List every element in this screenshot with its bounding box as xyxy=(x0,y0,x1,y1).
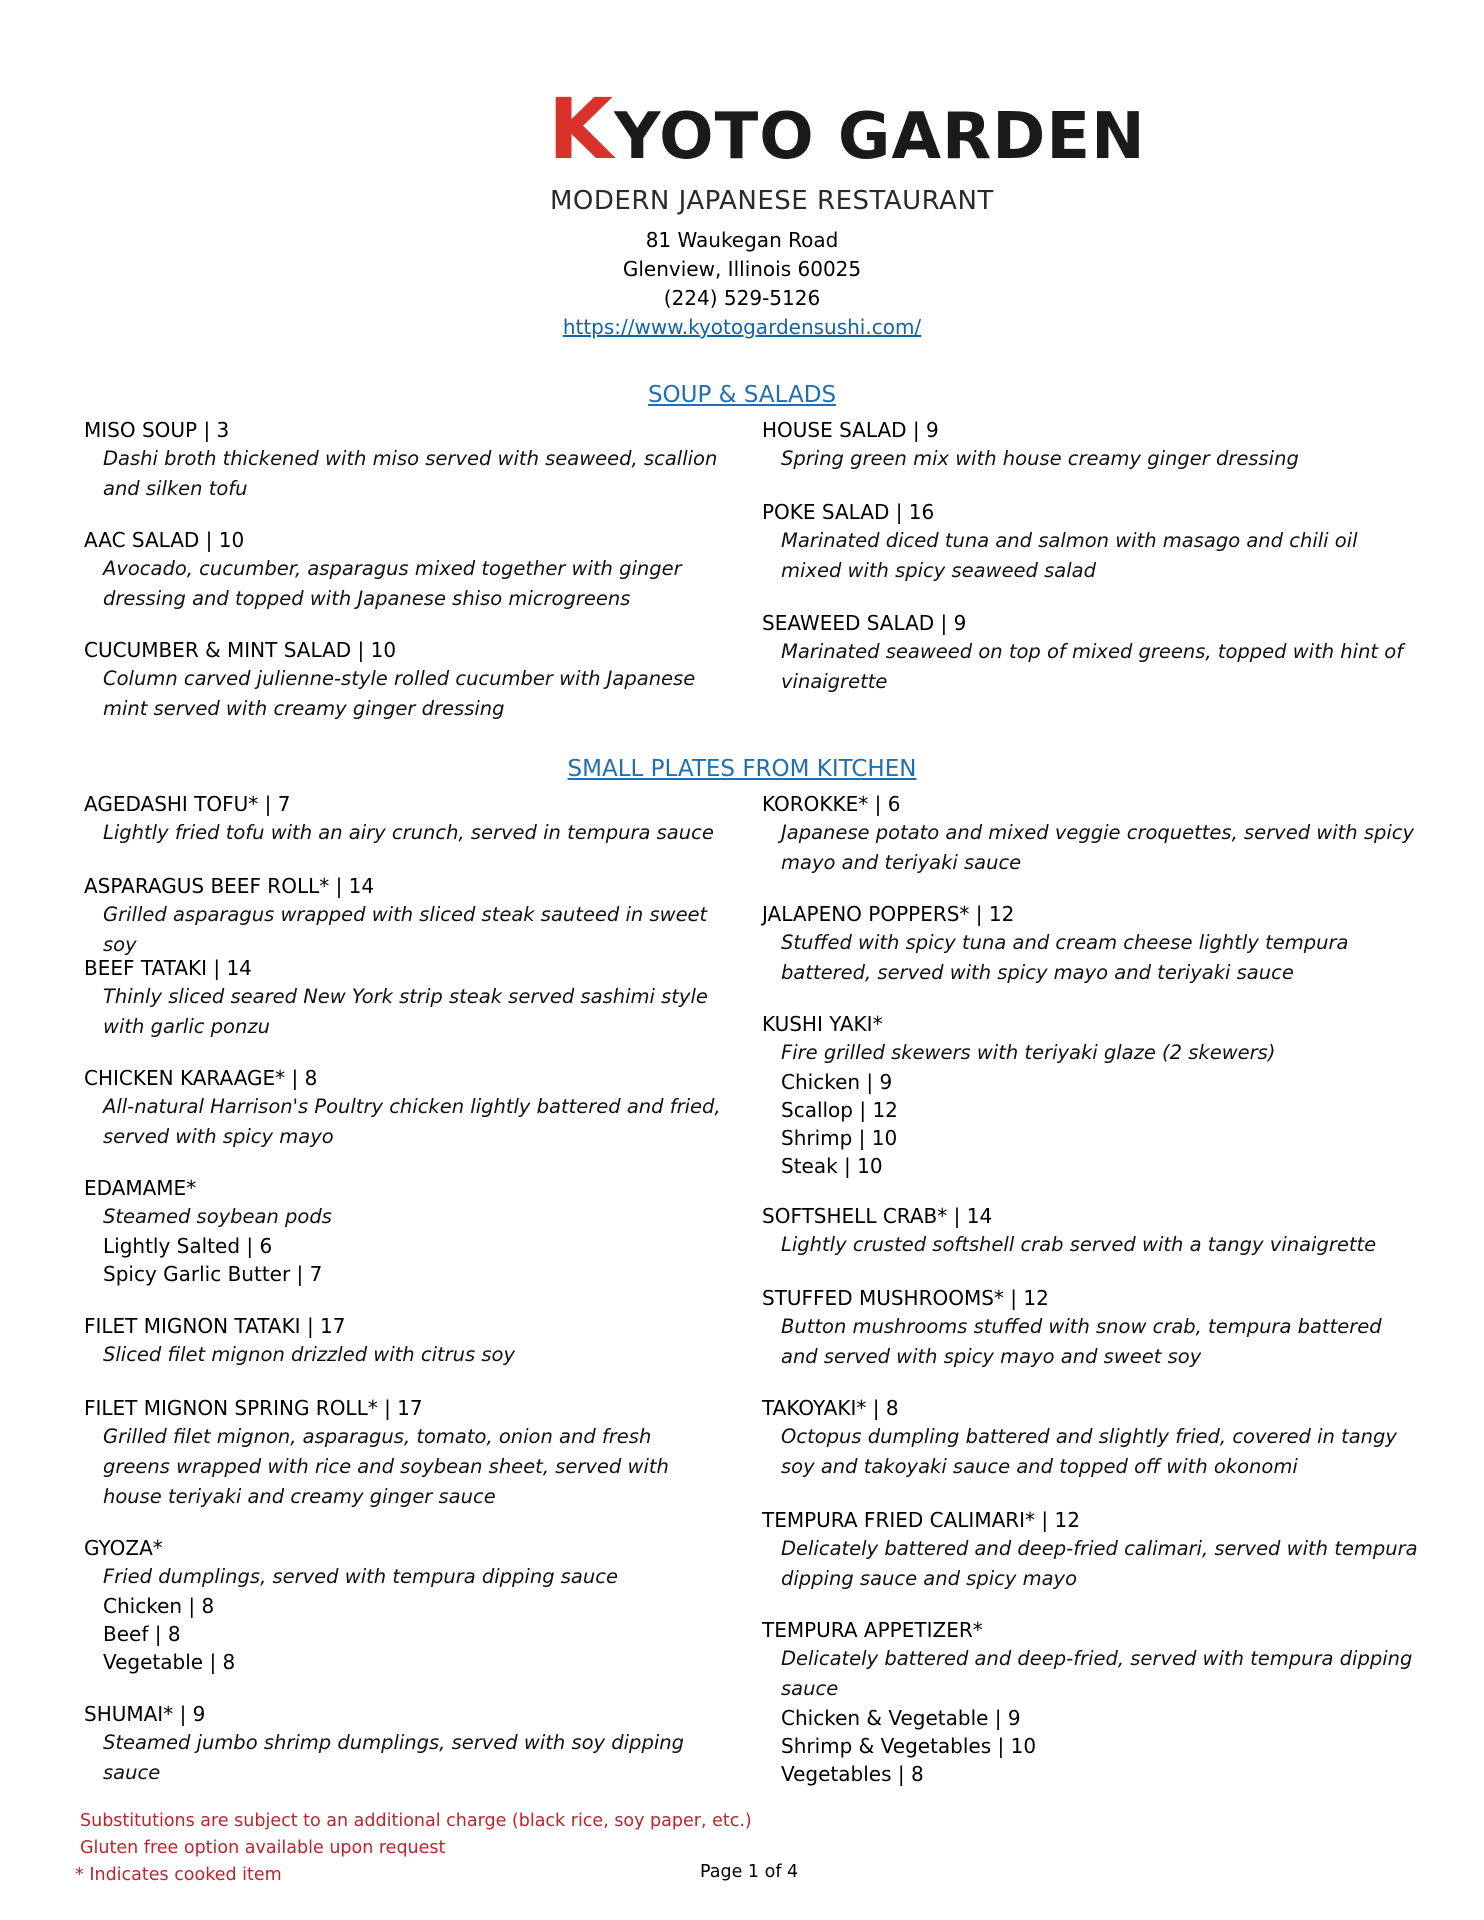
address-city: Glenview, Illinois 60025 xyxy=(622,257,862,281)
page-number: Page 1 of 4 xyxy=(700,1862,799,1882)
item-name: TEMPURA FRIED CALIMARI* | 12 xyxy=(762,1508,1080,1532)
item-description: Delicately battered and deep-fried, served with tempura dipping sauce xyxy=(781,1647,1413,1700)
logo-letter-k: K xyxy=(548,80,615,178)
item-description: Fire grilled skewers with teriyaki glaze (2 skewers) xyxy=(781,1041,1276,1064)
menu-item xyxy=(762,1202,1422,1260)
item-description: Thinly sliced seared New York strip steak served sashimi style with garlic ponzu xyxy=(103,985,708,1038)
item-name: AAC SALAD | 10 xyxy=(84,528,245,552)
item-name: EDAMAME* xyxy=(84,1176,197,1200)
item-name: FILET MIGNON SPRING ROLL* | 17 xyxy=(84,1396,423,1420)
website-link[interactable]: https://www.kyotogardensushi.com/ xyxy=(562,315,922,339)
menu-item xyxy=(84,416,724,504)
menu-item xyxy=(84,1174,724,1288)
item-option: Vegetable | 8 xyxy=(103,1650,236,1674)
item-description: Steamed soybean pods xyxy=(103,1205,332,1228)
item-option: Scallop | 12 xyxy=(781,1098,898,1122)
item-description: Stuffed with spicy tuna and cream cheese lightly tempura battered, served with spicy mayo and teriyaki sauce xyxy=(781,931,1349,984)
item-description: Dashi broth thickened with miso served with seaweed, scallion and silken tofu xyxy=(103,447,718,500)
item-description: Marinated diced tuna and salmon with masago and chili oil mixed with spicy seaweed salad xyxy=(781,529,1358,582)
item-name: CUCUMBER & MINT SALAD | 10 xyxy=(84,638,397,662)
menu-item xyxy=(762,1010,1422,1180)
item-name: POKE SALAD | 16 xyxy=(762,500,935,524)
menu-item xyxy=(84,1312,724,1370)
item-name: CHICKEN KARAAGE* | 8 xyxy=(84,1066,318,1090)
item-description: Marinated seaweed on top of mixed greens, topped with hint of vinaigrette xyxy=(781,640,1404,693)
item-name: TAKOYAKI* | 8 xyxy=(762,1396,899,1420)
item-description: Lightly crusted softshell crab served with a tangy vinaigrette xyxy=(781,1233,1377,1256)
item-description: Grilled filet mignon, asparagus, tomato, onion and fresh greens wrapped with rice and soybean sheet, served with house teriyaki and creamy ginger sauce xyxy=(103,1425,669,1508)
menu-item xyxy=(762,790,1422,878)
substitutions-note: Substitutions are subject to an additional charge (black rice, soy paper, etc.) xyxy=(80,1811,752,1831)
menu-item xyxy=(762,609,1422,697)
item-description: Button mushrooms stuffed with snow crab, tempura battered and served with spicy mayo and sweet soy xyxy=(781,1315,1382,1368)
item-description: Avocado, cucumber, asparagus mixed together with ginger dressing and topped with Japanese shiso microgreens xyxy=(103,557,682,610)
item-description: Japanese potato and mixed veggie croquettes, served with spicy mayo and teriyaki sauce xyxy=(781,821,1415,874)
item-name: STUFFED MUSHROOMS* | 12 xyxy=(762,1286,1049,1310)
item-name: JALAPENO POPPERS* | 12 xyxy=(762,902,1015,926)
item-option: Shrimp | 10 xyxy=(781,1126,898,1150)
item-name: TEMPURA APPETIZER* xyxy=(762,1618,983,1642)
item-name: KOROKKE* | 6 xyxy=(762,792,901,816)
menu-item xyxy=(84,636,724,724)
item-name: MISO SOUP | 3 xyxy=(84,418,230,442)
menu-item xyxy=(762,1394,1422,1482)
item-name: BEEF TATAKI | 14 xyxy=(84,956,252,980)
menu-item xyxy=(762,416,1422,474)
address-phone: (224) 529-5126 xyxy=(663,286,821,310)
item-option: Spicy Garlic Butter | 7 xyxy=(103,1262,323,1286)
menu-item xyxy=(84,954,724,1042)
menu-item xyxy=(762,1616,1422,1788)
cooked-item-note: * Indicates cooked item xyxy=(75,1865,282,1885)
logo-word-kyoto: YOTO xyxy=(614,100,815,174)
item-description: Lightly fried tofu with an airy crunch, served in tempura sauce xyxy=(103,821,714,844)
menu-item xyxy=(762,1284,1422,1372)
menu-item xyxy=(84,1700,724,1788)
item-description: Grilled asparagus wrapped with sliced steak sauteed in sweet soy xyxy=(103,903,708,956)
item-option: Chicken & Vegetable | 9 xyxy=(781,1706,1021,1730)
item-description: All-natural Harrison's Poultry chicken lightly battered and fried, served with spicy mayo xyxy=(103,1095,721,1148)
restaurant-logo xyxy=(548,80,1146,219)
item-name: SEAWEED SALAD | 9 xyxy=(762,611,967,635)
item-name: HOUSE SALAD | 9 xyxy=(762,418,939,442)
item-option: Lightly Salted | 6 xyxy=(103,1234,273,1258)
menu-item xyxy=(84,1064,724,1152)
item-name: SOFTSHELL CRAB* | 14 xyxy=(762,1204,993,1228)
item-option: Vegetables | 8 xyxy=(781,1762,924,1786)
item-name: KUSHI YAKI* xyxy=(762,1012,883,1036)
logo-wordmark xyxy=(548,80,1146,182)
item-option: Beef | 8 xyxy=(103,1622,181,1646)
item-name: AGEDASHI TOFU* | 7 xyxy=(84,792,291,816)
menu-item xyxy=(84,1394,724,1512)
menu-item xyxy=(84,1534,724,1676)
item-option: Shrimp & Vegetables | 10 xyxy=(781,1734,1037,1758)
item-name: ASPARAGUS BEEF ROLL* | 14 xyxy=(84,874,375,898)
menu-item xyxy=(84,526,724,614)
item-description: Spring green mix with house creamy ginger dressing xyxy=(781,447,1299,470)
menu-item xyxy=(762,498,1422,586)
item-name: FILET MIGNON TATAKI | 17 xyxy=(84,1314,346,1338)
item-option: Chicken | 9 xyxy=(781,1070,893,1094)
section-title-small-plates: SMALL PLATES FROM KITCHEN xyxy=(567,756,917,782)
item-name: SHUMAI* | 9 xyxy=(84,1702,206,1726)
item-description: Column carved julienne-style rolled cucumber with Japanese mint served with creamy ginger dressing xyxy=(103,667,696,720)
item-description: Fried dumplings, served with tempura dipping sauce xyxy=(103,1565,618,1588)
item-description: Sliced filet mignon drizzled with citrus soy xyxy=(103,1343,515,1366)
menu-item xyxy=(762,1506,1422,1594)
gluten-free-note: Gluten free option available upon request xyxy=(80,1838,446,1858)
section-title-soup-salads: SOUP & SALADS xyxy=(647,382,837,408)
logo-word-garden: GARDEN xyxy=(837,100,1146,174)
address-street: 81 Waukegan Road xyxy=(645,228,839,252)
logo-tagline: MODERN JAPANESE RESTAURANT xyxy=(550,186,994,216)
menu-item xyxy=(762,900,1422,988)
item-description: Steamed jumbo shrimp dumplings, served with soy dipping sauce xyxy=(103,1731,684,1784)
menu-item xyxy=(84,790,724,848)
item-description: Octopus dumpling battered and slightly fried, covered in tangy soy and takoyaki sauce and topped off with okonomi xyxy=(781,1425,1397,1478)
item-option: Steak | 10 xyxy=(781,1154,883,1178)
item-name: GYOZA* xyxy=(84,1536,163,1560)
menu-item xyxy=(84,872,724,960)
item-description: Delicately battered and deep-fried calimari, served with tempura dipping sauce and spicy mayo xyxy=(781,1537,1418,1590)
address-website-row xyxy=(0,313,1484,341)
item-option: Chicken | 8 xyxy=(103,1594,215,1618)
